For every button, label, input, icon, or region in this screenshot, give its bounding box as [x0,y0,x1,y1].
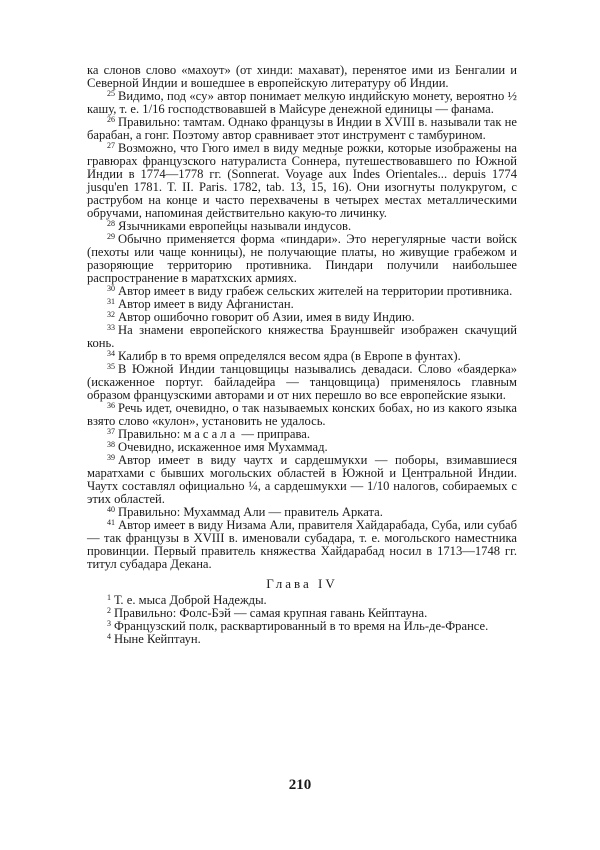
footnote-text: Французский полк, расквартированный в то время на Иль-де-Франсе. [114,619,489,633]
footnote-39 [87,454,517,506]
footnote-number: 1 [107,593,111,602]
footnote-text: Очевидно, искаженное имя Мухаммад. [118,440,328,454]
footnote-35 [87,363,517,402]
footnote-text: Автор имеет в виду чаутх и сардешмукхи — поборы, взимавшиеся маратхами с бывших могольских областей в Южной и Центральной Индии. Чаутх составлял официально ¼, а сардешмукхи — 1/10 налогов, собираемых с этих областей. [87,453,517,506]
footnote-number: 31 [107,297,115,306]
footnote-text: Т. е. мыса Доброй Надежды. [114,593,267,607]
footnote-number: 34 [107,349,115,358]
footnote-text: Автор имеет в виду Афганистан. [118,297,294,311]
page-body [87,64,517,646]
footnote-text: Правильно: тамтам. Однако французы в Индии в XVIII в. называли так не барабан, а гонг. Поэтому автор сравнивает этот инструмент с тамбурином. [87,115,517,142]
footnote-number: 26 [107,115,115,124]
footnote-number: 3 [107,619,111,628]
footnote-29 [87,233,517,285]
footnote-text: Возможно, что Гюго имел в виду медные рожки, которые изображены на гравюрах французского натуралиста Соннера́, путешествовавшего по Южной Индии в 1774—1778 гг. (Sonnerat. Voyage aux Indes Orientales... depuis 1774 jusqu'en 1781. T. II. Paris. 1782, tab. 13, 15, 16). Они изогнуты полукругом, с раструбом на конце и часто перехвачены в четырех местах металлическими обручами, напоминая действительно какую-то личинку. [87,141,517,220]
footnote-text: Обычно применяется форма «пиндари». Это нерегулярные части войск (пехоты или чаще конницы), не получающие платы, но живущие грабежом и разоряющие территорию противника. Пиндари получили наибольшее распространение в маратхских армиях. [87,232,517,285]
footnote-number: 28 [107,219,115,228]
footnote-number: 36 [107,401,115,410]
footnote-number: 4 [107,632,111,641]
footnote-27 [87,142,517,220]
footnote-25 [87,90,517,116]
footnote-number: 39 [107,453,115,462]
footnote-36 [87,402,517,428]
continuation-paragraph: ка слонов слово «махоут» (от хинди: махават), перенятое ими из Бенгалии и Северной Индии и вошедшее в европейскую литературу об Индии. [87,63,517,90]
footnote-text: Автор имеет в виду Низама Али, правителя Хайдарабада, Суба, или субаб — так французы в XVIII в. именовали субадара, т. е. могольского наместника провинции. Первый правитель княжества Хайдарабад носил в 1713—1748 гг. титул субадара Декана. [87,518,517,571]
footnote-number: 41 [107,518,115,527]
footnote-text: Правильно: [118,427,184,441]
footnote-text: Калибр в то время определялся весом ядра (в Европе в фунтах). [118,349,461,363]
footnote-text: Язычниками европейцы называли индусов. [118,219,352,233]
footnote-number: 32 [107,310,115,319]
footnote-text: Правильно: Мухаммад Али — правитель Арката. [118,505,383,519]
footnote-number: 37 [107,427,115,436]
footnote-number: 38 [107,440,115,449]
footnote-text: Речь идет, очевидно, о так называемых конских бобах, но из какого языка взято слово «кулон», установить не удалось. [87,401,517,428]
footnote-text: На знамени европейского княжества Брауншвейг изображен скачущий конь. [87,323,517,350]
footnote-text: — приправа. [238,427,310,441]
footnote-26 [87,116,517,142]
footnote-number: 33 [107,323,115,332]
footnote-text: Видимо, под «су» автор понимает мелкую индийскую монету, вероятно ½ кашу, т. е. 1/16 господствовавшей в Майсуре денежной единицы — фанама. [87,89,517,116]
footnote-text: В Южной Индии танцовщицы назывались девадаси. Слово «баядерка» (искаженное португ. байладейра — танцовщица) применялось главным образом французскими авторами и от них перешло во все европейские языки. [87,362,517,402]
footnote-33 [87,324,517,350]
footnote-number: 29 [107,232,115,241]
footnote-number: 30 [107,284,115,293]
footnote-number: 25 [107,89,115,98]
footnote-number: 27 [107,141,115,150]
footnote-text: Правильно: Фолс-Бэй — самая крупная гавань Кейптауна. [114,606,428,620]
chapter-heading: Глава IV [266,576,338,591]
footnote-number: 40 [107,505,115,514]
ch4-footnote-4 [87,633,517,646]
footnote-text: Ныне Кейптаун. [114,632,201,646]
footnote-number: 2 [107,606,111,615]
footnote-text: Автор имеет в виду грабеж сельских жителей на территории противника. [118,284,513,298]
footnote-text: Автор ошибочно говорит об Азии, имея в виду Индию. [118,310,415,324]
spaced-term: масала [183,427,239,441]
footnote-41 [87,519,517,571]
footnote-number: 35 [107,362,115,371]
page-number: 210 [288,777,312,793]
